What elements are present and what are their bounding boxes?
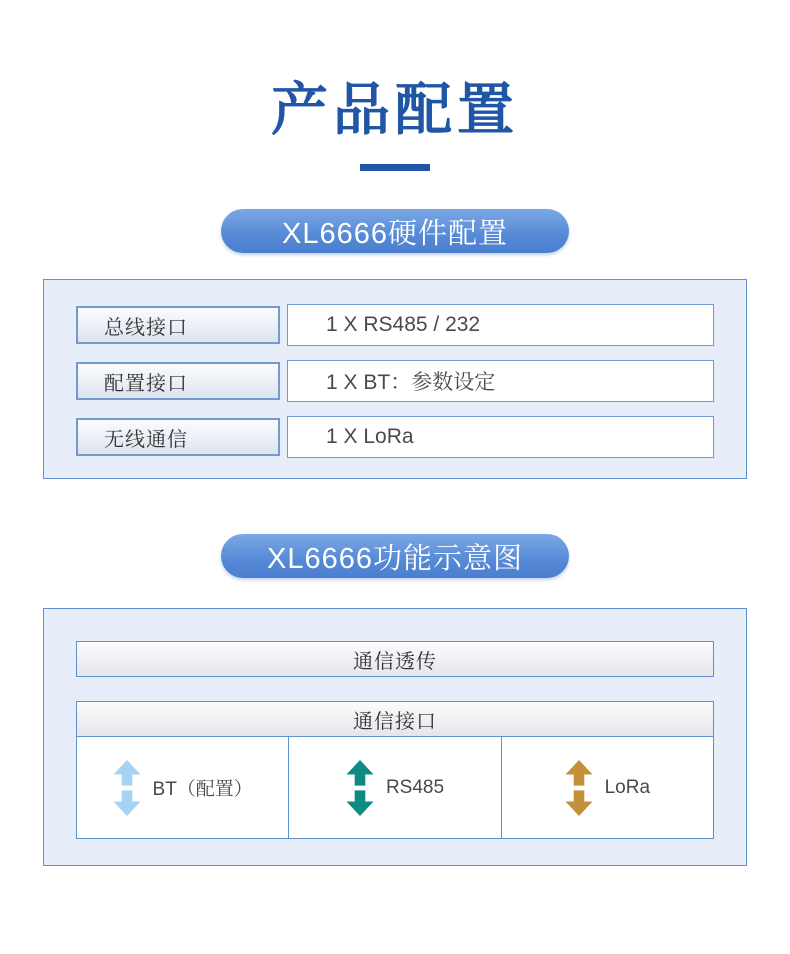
interface-label-lora: LoRa [604, 776, 651, 798]
spec-row-config [76, 360, 714, 402]
interface-cell-bt [77, 737, 289, 838]
interface-cell-lora [502, 737, 713, 838]
spec-row-bus [76, 304, 714, 346]
spec-label-wireless: 无线通信 [76, 418, 280, 456]
transparent-transmission-bar: 通信透传 [76, 641, 714, 677]
interface-label-bt: BT（配置） [152, 779, 253, 800]
function-diagram [43, 608, 747, 866]
spec-value-config: 1 X BT：参数设定 [287, 360, 714, 402]
interface-table [76, 701, 714, 839]
double-arrow-icon [113, 760, 141, 816]
double-arrow-icon [346, 760, 374, 816]
title-underline [360, 164, 430, 171]
double-arrow-icon [565, 760, 593, 816]
interface-label-rs485: RS485 [385, 776, 445, 798]
spec-row-wireless [76, 416, 714, 458]
spec-value-bus: 1 X RS485 / 232 [287, 304, 714, 346]
spec-label-config: 配置接口 [76, 362, 280, 400]
hardware-config-badge: XL6666硬件配置 [221, 209, 569, 253]
function-diagram-badge: XL6666功能示意图 [221, 534, 569, 578]
page-title: 产品配置 [271, 78, 519, 142]
interface-table-body [76, 737, 714, 839]
spec-value-wireless: 1 X LoRa [287, 416, 714, 458]
interface-table-header: 通信接口 [76, 701, 714, 737]
interface-cell-rs485 [289, 737, 501, 838]
hardware-spec-table [43, 279, 747, 479]
spec-label-bus: 总线接口 [76, 306, 280, 344]
